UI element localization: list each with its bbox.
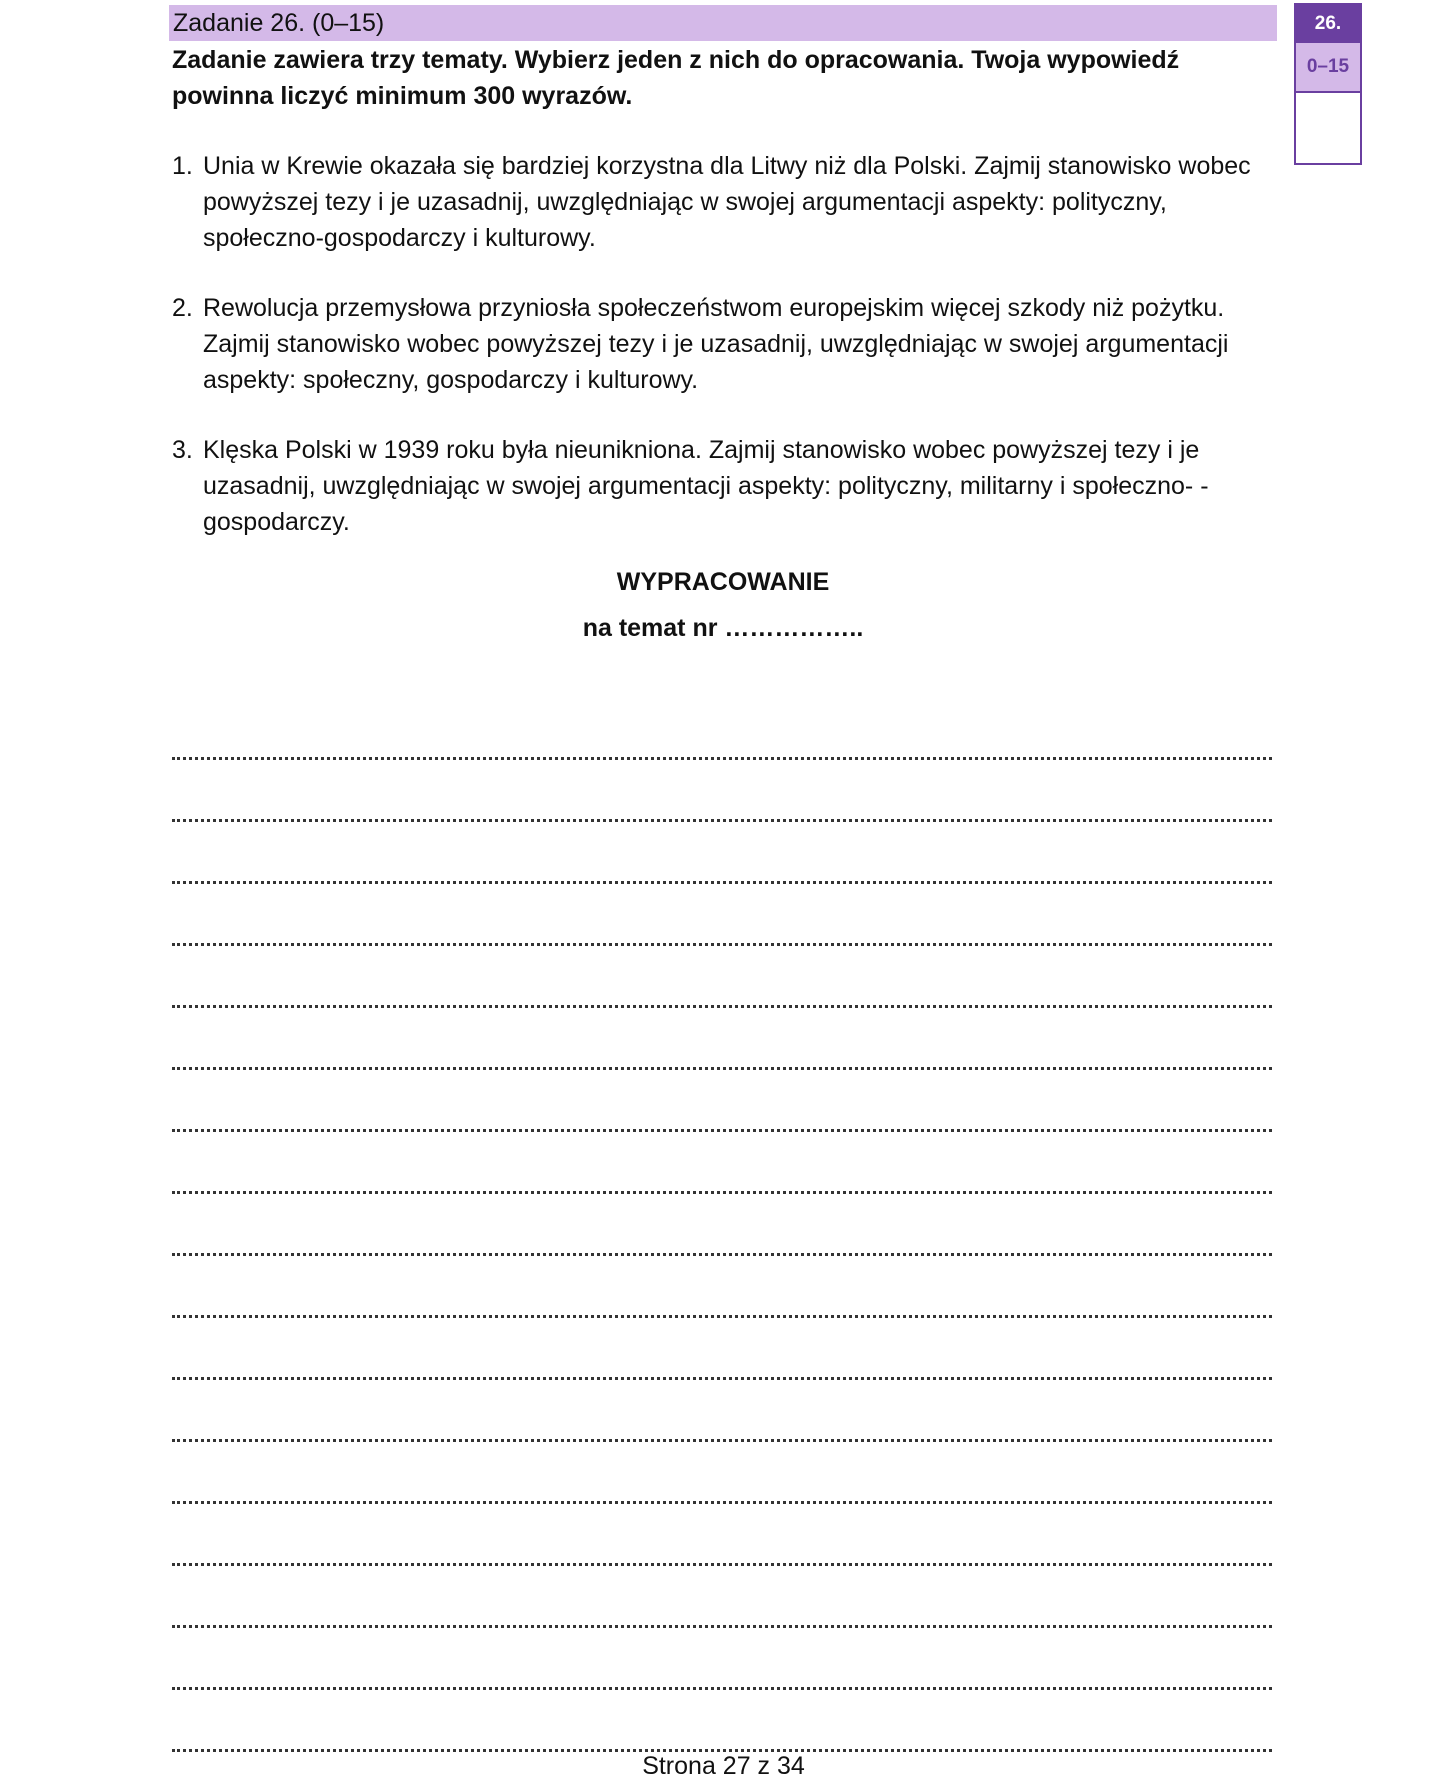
- topic-number: 3.: [172, 436, 193, 464]
- topic-text: Rewolucja przemysłowa przyniosła społeczeństwom europejskim więcej szkody niż pożytku. Zajmij stanowisko wobec powyższej tezy i je uzasadnij, uwzględniając w swojej argumentacji aspekty: społeczny, gospodarczy i kulturowy.: [203, 294, 1229, 394]
- answer-line[interactable]: [172, 1256, 1272, 1318]
- essay-subtitle: na temat nr ……………..: [582, 614, 864, 642]
- score-task-number: 26.: [1296, 5, 1360, 43]
- topic-item: [172, 290, 1282, 398]
- answer-line[interactable]: [172, 1194, 1272, 1256]
- answer-line[interactable]: [172, 1442, 1272, 1504]
- answer-line[interactable]: [172, 1318, 1272, 1380]
- answer-line[interactable]: [172, 1504, 1272, 1566]
- score-box: [1294, 3, 1362, 165]
- topic-item: [172, 432, 1282, 540]
- answer-line[interactable]: [172, 1380, 1272, 1442]
- answer-line[interactable]: [172, 1628, 1272, 1690]
- score-range: 0–15: [1296, 43, 1360, 93]
- score-field: [1296, 93, 1360, 165]
- answer-line[interactable]: [172, 822, 1272, 884]
- answer-line[interactable]: [172, 698, 1272, 760]
- page-footer: Strona 27 z 34: [642, 1752, 805, 1780]
- answer-line[interactable]: [172, 760, 1272, 822]
- answer-line[interactable]: [172, 1008, 1272, 1070]
- answer-line[interactable]: [172, 884, 1272, 946]
- answer-line[interactable]: [172, 1132, 1272, 1194]
- task-header: Zadanie 26. (0–15): [169, 5, 1277, 41]
- topic-text: Klęska Polski w 1939 roku była nieunikniona. Zajmij stanowisko wobec powyższej tezy i je uzasadnij, uwzględniając w swojej argumentacji aspekty: polityczny, militarny i społeczno- -gospodarczy.: [203, 436, 1209, 536]
- answer-line[interactable]: [172, 1070, 1272, 1132]
- answer-line[interactable]: [172, 1690, 1272, 1752]
- topic-number: 1.: [172, 152, 193, 180]
- topic-number: 2.: [172, 294, 193, 322]
- topic-text: Unia w Krewie okazała się bardziej korzystna dla Litwy niż dla Polski. Zajmij stanowisko wobec powyższej tezy i je uzasadnij, uwzględniając w swojej argumentacji aspekty: polityczny, społeczno-gospodarczy i kulturowy.: [203, 152, 1251, 252]
- answer-line[interactable]: [172, 946, 1272, 1008]
- essay-title: WYPRACOWANIE: [616, 568, 830, 596]
- topic-list: [172, 148, 1282, 574]
- answer-line[interactable]: [172, 1566, 1272, 1628]
- task-instruction: Zadanie zawiera trzy tematy. Wybierz jeden z nich do opracowania. Twoja wypowiedź powinna liczyć minimum 300 wyrazów.: [172, 46, 1180, 110]
- answer-lines[interactable]: [172, 698, 1272, 1752]
- topic-item: [172, 148, 1282, 256]
